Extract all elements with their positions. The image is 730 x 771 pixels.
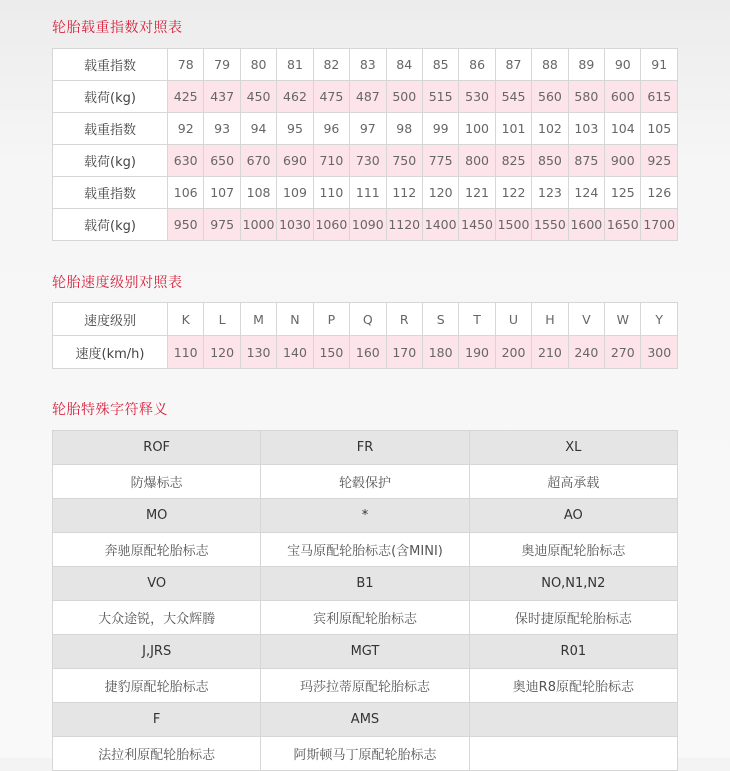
value-cell: 1550 [532,209,568,241]
description-cell: 玛莎拉蒂原配轮胎标志 [261,669,469,703]
value-cell: 103 [568,113,604,145]
code-cell: ROF [53,431,261,465]
value-cell: Q [350,303,386,336]
value-cell: 121 [459,177,495,209]
special-chars-table [52,430,678,771]
row-label: 载荷(kg) [53,209,168,241]
value-cell: 530 [459,81,495,113]
value-cell: 825 [495,145,531,177]
value-cell: 240 [568,336,604,369]
value-cell: 775 [422,145,458,177]
value-cell: 96 [313,113,349,145]
value-cell: 99 [422,113,458,145]
value-cell: K [168,303,204,336]
value-cell: 112 [386,177,422,209]
row-label: 载重指数 [53,49,168,81]
load-table-row [53,209,678,241]
description-cell: 大众途锐，大众辉腾 [53,601,261,635]
value-cell: 925 [641,145,678,177]
value-cell: 875 [568,145,604,177]
value-cell: 1650 [605,209,641,241]
value-cell: 690 [277,145,313,177]
value-cell: 107 [204,177,240,209]
value-cell: 86 [459,49,495,81]
row-label: 速度(km/h) [53,336,168,369]
code-row [53,499,678,533]
value-cell: 120 [204,336,240,369]
value-cell: 160 [350,336,386,369]
code-cell: AO [469,499,677,533]
value-cell: 95 [277,113,313,145]
value-cell: 104 [605,113,641,145]
value-cell: 462 [277,81,313,113]
row-label: 载重指数 [53,113,168,145]
row-label: 载重指数 [53,177,168,209]
value-cell: 1400 [422,209,458,241]
value-cell: 124 [568,177,604,209]
value-cell: 545 [495,81,531,113]
value-cell: R [386,303,422,336]
load-index-title: 轮胎载重指数对照表 [52,20,183,36]
code-cell: B1 [261,567,469,601]
value-cell: 97 [350,113,386,145]
description-cell: 轮毂保护 [261,465,469,499]
special-chars-title: 轮胎特殊字符释义 [52,402,168,418]
value-cell: 123 [532,177,568,209]
description-cell: 防爆标志 [53,465,261,499]
value-cell: V [568,303,604,336]
value-cell: 800 [459,145,495,177]
description-row [53,601,678,635]
value-cell: 850 [532,145,568,177]
value-cell: 900 [605,145,641,177]
description-cell: 宝马原配轮胎标志(含MINI) [261,533,469,567]
code-cell: AMS [261,703,469,737]
speed-rating-table [52,302,678,369]
description-cell: 奥迪原配轮胎标志 [469,533,677,567]
value-cell: 108 [240,177,276,209]
description-cell: 超高承载 [469,465,677,499]
speed-table-row [53,336,678,369]
row-label: 载荷(kg) [53,145,168,177]
value-cell: 630 [168,145,204,177]
value-cell: 1450 [459,209,495,241]
value-cell: 560 [532,81,568,113]
value-cell: 437 [204,81,240,113]
value-cell: 92 [168,113,204,145]
code-cell: MO [53,499,261,533]
value-cell: 670 [240,145,276,177]
value-cell: 450 [240,81,276,113]
value-cell: 180 [422,336,458,369]
value-cell: 150 [313,336,349,369]
value-cell: S [422,303,458,336]
value-cell: 300 [641,336,678,369]
code-cell: NO,N1,N2 [469,567,677,601]
value-cell: 1090 [350,209,386,241]
value-cell: 120 [422,177,458,209]
value-cell: Y [641,303,678,336]
value-cell: 425 [168,81,204,113]
value-cell: 750 [386,145,422,177]
value-cell: 90 [605,49,641,81]
code-row [53,703,678,737]
description-row [53,669,678,703]
value-cell: 109 [277,177,313,209]
value-cell: 975 [204,209,240,241]
description-cell: 奥迪R8原配轮胎标志 [469,669,677,703]
description-row [53,533,678,567]
code-cell: J,JRS [53,635,261,669]
value-cell: 111 [350,177,386,209]
row-label: 速度级别 [53,303,168,336]
code-cell: FR [261,431,469,465]
value-cell: 580 [568,81,604,113]
value-cell: 270 [605,336,641,369]
value-cell: 81 [277,49,313,81]
load-table-row [53,113,678,145]
value-cell: 210 [532,336,568,369]
description-row [53,737,678,771]
code-cell [469,703,677,737]
description-cell: 阿斯顿马丁原配轮胎标志 [261,737,469,771]
value-cell: 515 [422,81,458,113]
description-row [53,465,678,499]
value-cell: 125 [605,177,641,209]
code-row [53,635,678,669]
load-table-row [53,145,678,177]
value-cell: 1030 [277,209,313,241]
value-cell: U [495,303,531,336]
value-cell: 80 [240,49,276,81]
value-cell: L [204,303,240,336]
value-cell: 1060 [313,209,349,241]
value-cell: T [459,303,495,336]
value-cell: 615 [641,81,678,113]
code-row [53,431,678,465]
value-cell: 170 [386,336,422,369]
value-cell: 87 [495,49,531,81]
value-cell: 710 [313,145,349,177]
value-cell: 1700 [641,209,678,241]
value-cell: 89 [568,49,604,81]
description-cell [469,737,677,771]
value-cell: 140 [277,336,313,369]
value-cell: 84 [386,49,422,81]
value-cell: 85 [422,49,458,81]
row-label: 载荷(kg) [53,81,168,113]
code-cell: MGT [261,635,469,669]
value-cell: 1120 [386,209,422,241]
load-index-table [52,48,678,241]
value-cell: 102 [532,113,568,145]
value-cell: 105 [641,113,678,145]
value-cell: 200 [495,336,531,369]
value-cell: 487 [350,81,386,113]
value-cell: 79 [204,49,240,81]
value-cell: 475 [313,81,349,113]
value-cell: 1500 [495,209,531,241]
description-cell: 宾利原配轮胎标志 [261,601,469,635]
value-cell: P [313,303,349,336]
code-cell: XL [469,431,677,465]
value-cell: W [605,303,641,336]
value-cell: 100 [459,113,495,145]
speed-table-row [53,303,678,336]
value-cell: 130 [240,336,276,369]
value-cell: 93 [204,113,240,145]
description-cell: 保时捷原配轮胎标志 [469,601,677,635]
value-cell: 500 [386,81,422,113]
code-cell: R01 [469,635,677,669]
value-cell: 950 [168,209,204,241]
value-cell: 88 [532,49,568,81]
value-cell: H [532,303,568,336]
value-cell: N [277,303,313,336]
value-cell: 190 [459,336,495,369]
value-cell: 110 [313,177,349,209]
value-cell: 91 [641,49,678,81]
load-table-row [53,49,678,81]
value-cell: 110 [168,336,204,369]
value-cell: 1600 [568,209,604,241]
value-cell: 82 [313,49,349,81]
load-table-row [53,81,678,113]
value-cell: 101 [495,113,531,145]
value-cell: 126 [641,177,678,209]
code-row [53,567,678,601]
value-cell: 94 [240,113,276,145]
value-cell: 83 [350,49,386,81]
load-table-row [53,177,678,209]
value-cell: M [240,303,276,336]
speed-rating-title: 轮胎速度级别对照表 [52,275,183,291]
description-cell: 法拉利原配轮胎标志 [53,737,261,771]
description-cell: 奔驰原配轮胎标志 [53,533,261,567]
value-cell: 650 [204,145,240,177]
value-cell: 122 [495,177,531,209]
value-cell: 600 [605,81,641,113]
value-cell: 1000 [240,209,276,241]
description-cell: 捷豹原配轮胎标志 [53,669,261,703]
value-cell: 98 [386,113,422,145]
code-cell: VO [53,567,261,601]
code-cell: * [261,499,469,533]
code-cell: F [53,703,261,737]
value-cell: 730 [350,145,386,177]
value-cell: 106 [168,177,204,209]
value-cell: 78 [168,49,204,81]
